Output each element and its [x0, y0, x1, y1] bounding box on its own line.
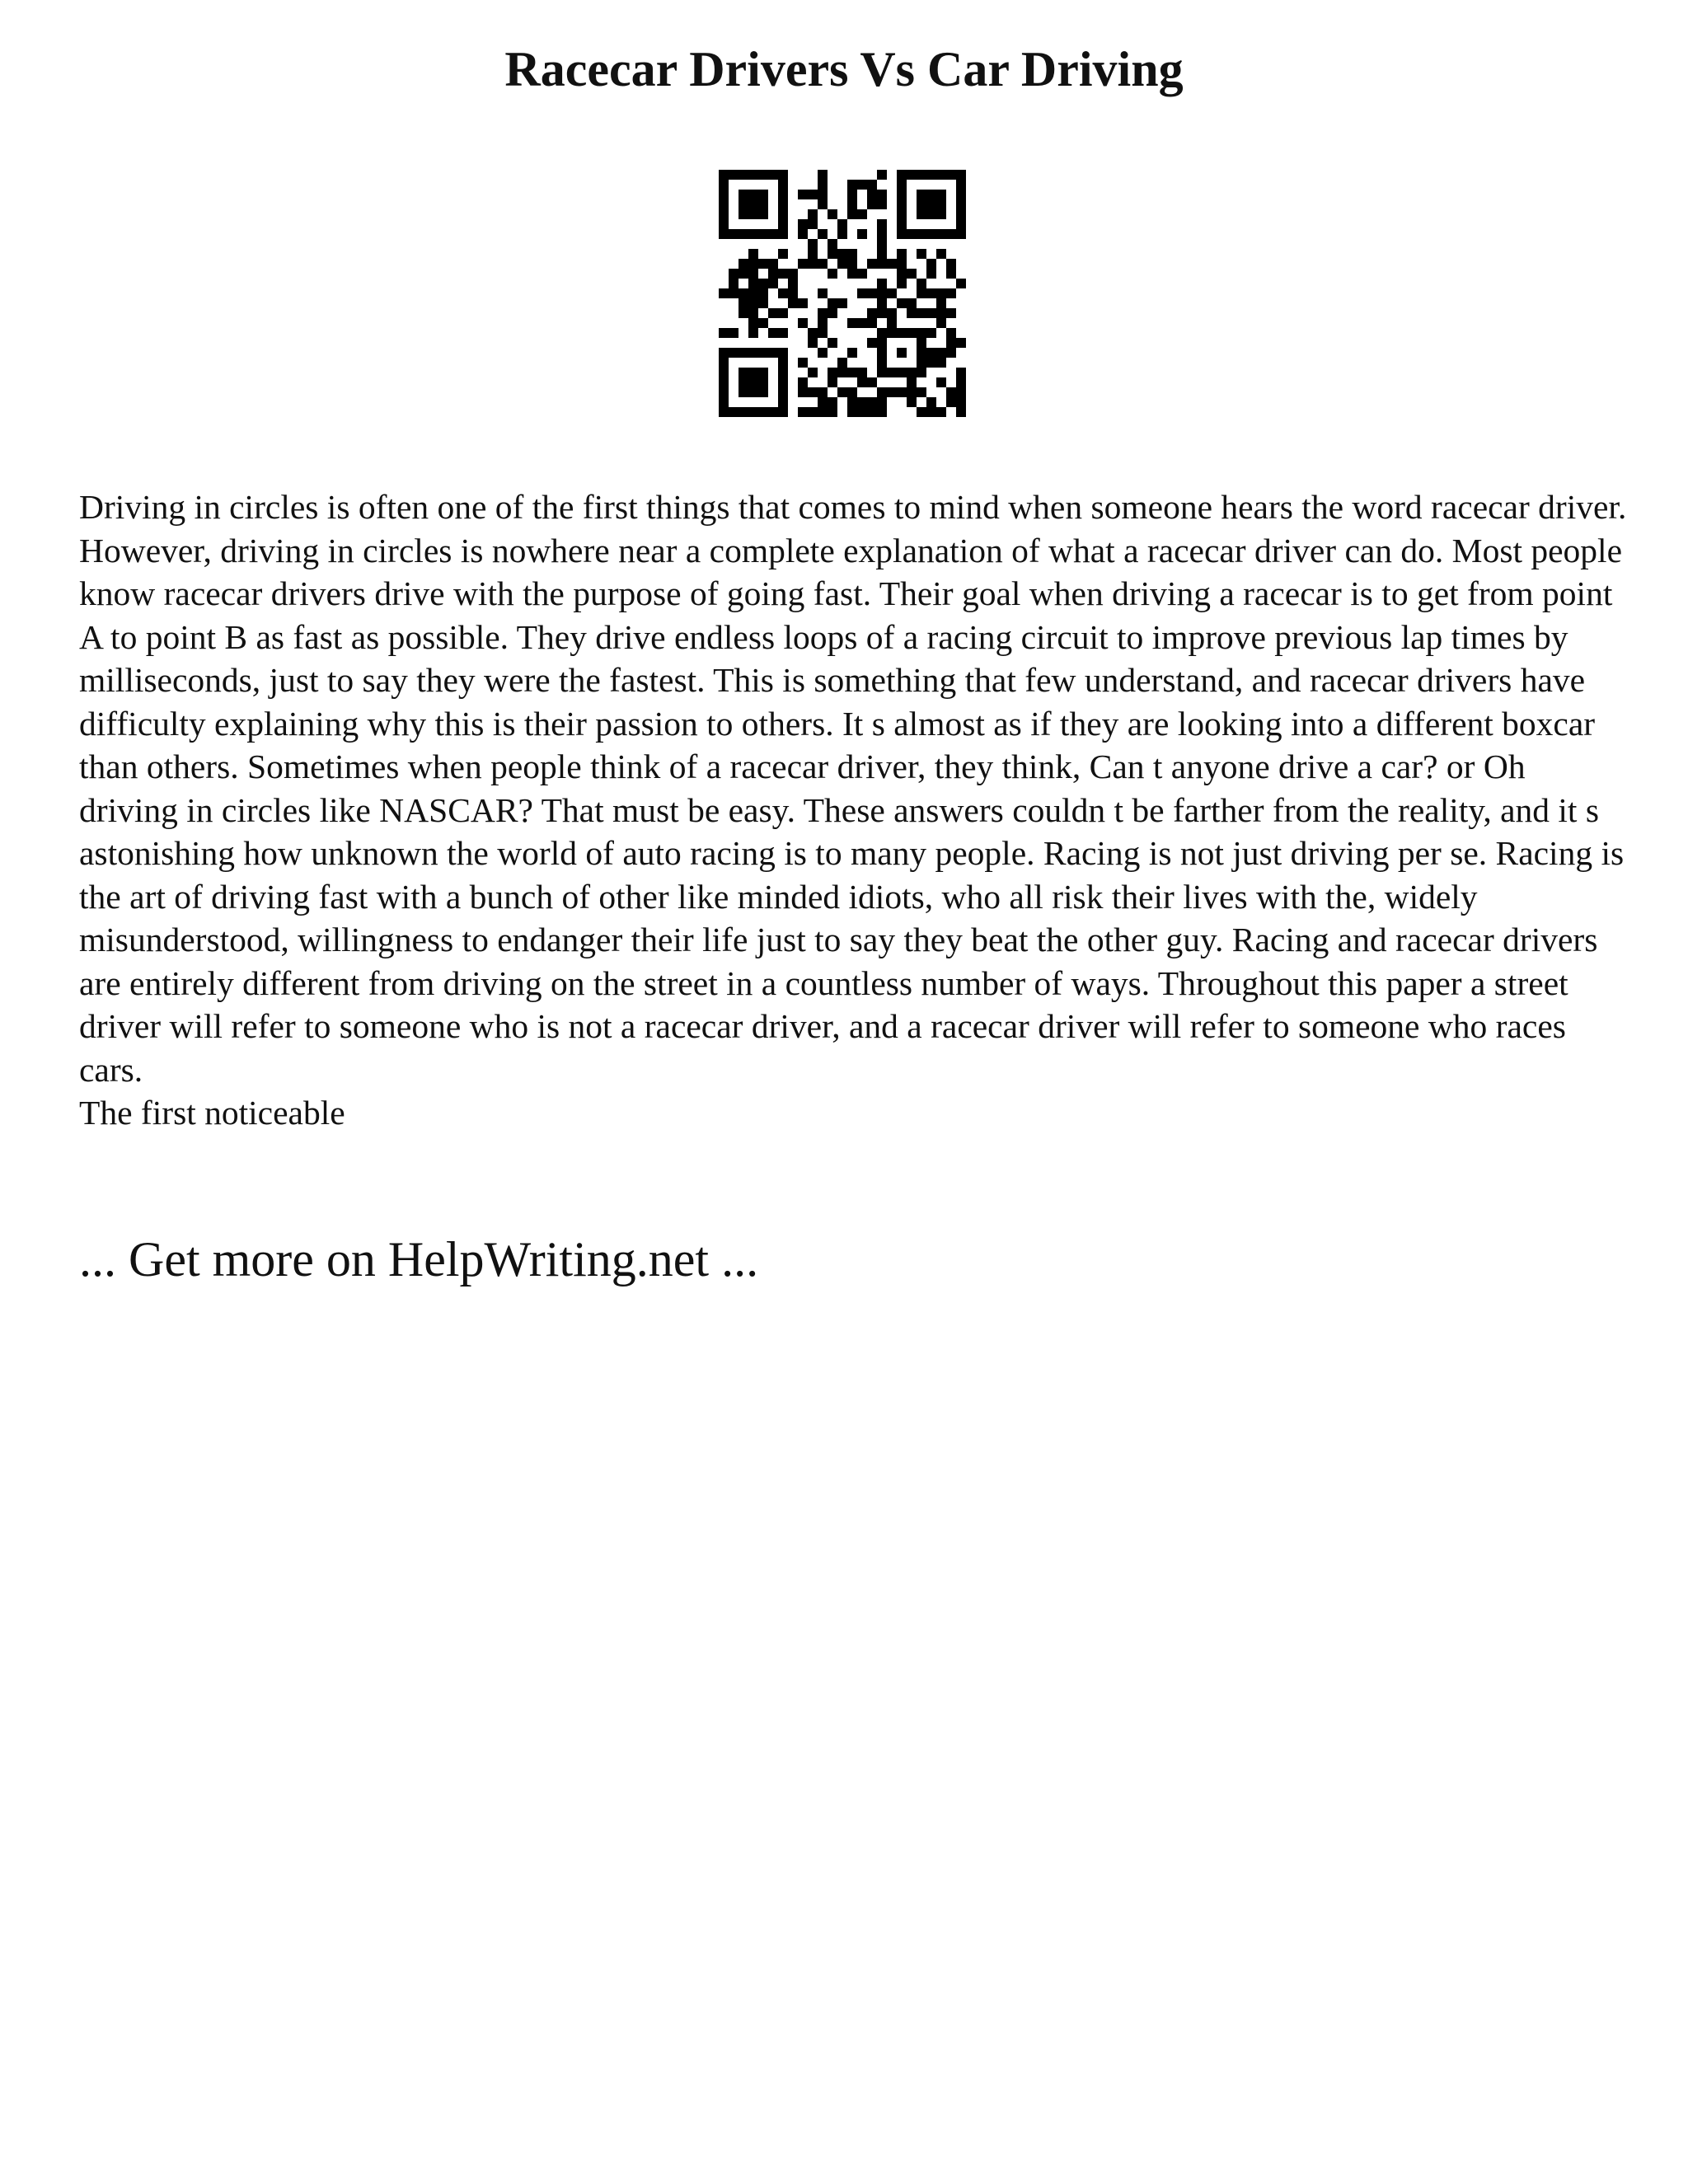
- paragraph: Driving in circles is often one of the first things that comes to mind when someone hears the word racecar driver. However, driving in circles is nowhere near a complete explanation of what a racecar driver can do. Most people know racecar drivers drive with the purpose of going fast. Their goal when driving a racecar is to get from point A to point B as fast as possible. They drive endless loops of a racing circuit to improve previous lap times by milliseconds, just to say they were the fastest. This is something that few understand, and racecar drivers have difficulty explaining why this is their passion to others. It s almost as if they are looking into a different boxcar than others. Sometimes when people think of a racecar driver, they think, Can t anyone drive a car? or Oh driving in circles like NASCAR? That must be easy. These answers couldn t be farther from the reality, and it s astonishing how unknown the world of auto racing is to many people. Racing is not just driving per se. Racing is the art of driving fast with a bunch of other like minded idiots, who all risk their lives with the, widely misunderstood, willingness to endanger their life just to say they beat the other guy. Racing and racecar drivers are entirely different from driving on the street in a countless number of ways. Throughout this paper a street driver will refer to someone who is not a racecar driver, and a racecar driver will refer to someone who races cars.: [79, 488, 1627, 1089]
- paragraph: The first noticeable: [79, 1094, 345, 1132]
- get-more-link[interactable]: ... Get more on HelpWriting.net ...: [79, 1232, 759, 1286]
- qr-code-icon: [719, 170, 966, 417]
- page-title: Racecar Drivers Vs Car Driving: [504, 42, 1184, 96]
- essay-excerpt: [79, 485, 1629, 1135]
